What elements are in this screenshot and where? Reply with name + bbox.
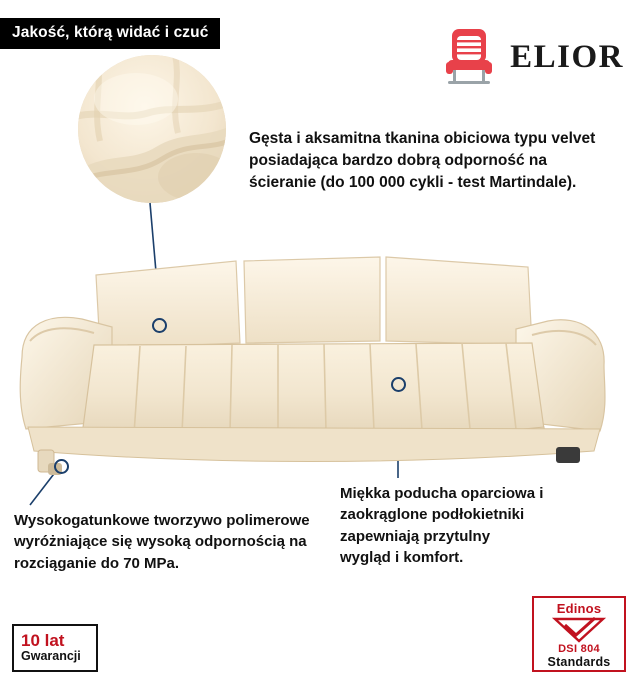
callout-cushion: Miękka poducha oparciowa i zaokrąglone podłokietniki zapewniają przytulny wygląd i komfort.	[340, 485, 544, 566]
standards-subtitle: Standards	[547, 655, 611, 669]
armchair-icon	[438, 26, 500, 88]
warranty-years: 10 lat	[21, 631, 65, 651]
sofa-illustration	[8, 245, 618, 495]
marker-polymer[interactable]	[54, 459, 69, 474]
fabric-closeup-photo	[78, 55, 226, 203]
warranty-badge	[12, 624, 98, 672]
brand-name: ELIOR	[510, 38, 624, 75]
standards-title: Edinos	[556, 601, 602, 616]
callout-polymer: Wysokogatunkowe tworzywo polimerowe wyróżniające się wysoką odpornością na rozciąganie do 70 MPa.	[14, 512, 310, 572]
warranty-label: Gwarancji	[21, 649, 81, 664]
marker-cushion[interactable]	[391, 377, 406, 392]
checkmark-icon	[534, 617, 624, 643]
marker-fabric[interactable]	[152, 318, 167, 333]
standards-badge	[532, 596, 626, 672]
standards-code: DSI 804	[558, 643, 600, 655]
page-title: Jakość, którą widać i czuć	[0, 18, 220, 49]
callout-fabric: Gęsta i aksamitna tkanina obiciowa typu velvet posiadająca bardzo dobrą odporność na ścieranie (do 100 000 cykli - test Martindale).	[249, 130, 596, 191]
brand-logo	[438, 26, 624, 88]
